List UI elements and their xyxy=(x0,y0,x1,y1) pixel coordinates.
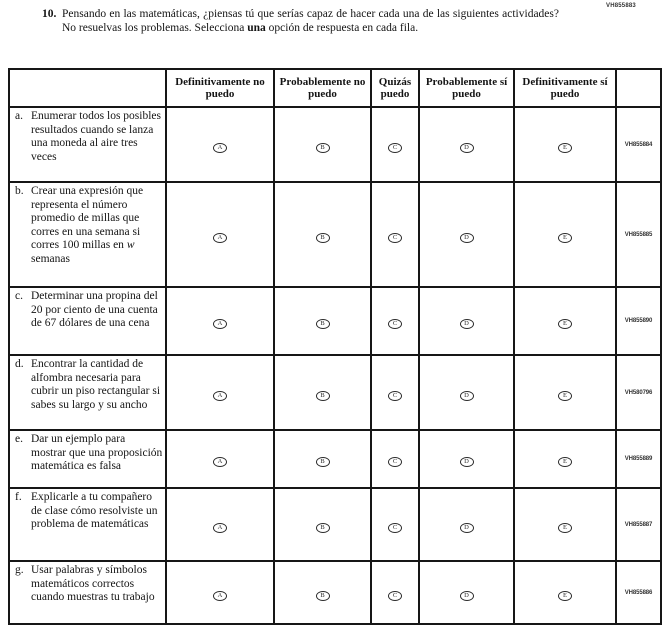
option-cell xyxy=(514,182,616,287)
option-cell xyxy=(371,287,419,355)
question-text-part2: opción de respuesta en cada fila. xyxy=(265,21,419,34)
option-bubble-d[interactable]: D xyxy=(460,457,474,467)
option-cell xyxy=(371,107,419,182)
row-letter: a. xyxy=(15,110,23,122)
option-cell xyxy=(166,488,274,561)
table-row xyxy=(9,107,661,182)
page-accession-code: VH855883 xyxy=(606,3,636,9)
option-bubble-a[interactable]: A xyxy=(213,143,227,153)
option-bubble-b[interactable]: B xyxy=(316,391,330,401)
option-cell xyxy=(274,182,371,287)
question-text-part1: Pensando en las matemáticas, ¿piensas tú que serías capaz de hacer cada una de las siguientes actividades? No resuelvas los problemas. Selecciona xyxy=(62,8,559,34)
option-bubble-b[interactable]: B xyxy=(316,319,330,329)
option-bubble-e[interactable]: E xyxy=(558,591,572,601)
option-bubble-e[interactable]: E xyxy=(558,143,572,153)
option-bubble-c[interactable]: C xyxy=(388,233,402,243)
option-bubble-e[interactable]: E xyxy=(558,319,572,329)
option-bubble-a[interactable]: A xyxy=(213,523,227,533)
option-bubble-d[interactable]: D xyxy=(460,319,474,329)
item-code: VH855884 xyxy=(616,107,661,182)
option-bubble-a[interactable]: A xyxy=(213,591,227,601)
option-bubble-e[interactable]: E xyxy=(558,457,572,467)
option-cell xyxy=(419,287,514,355)
item-code: VH580796 xyxy=(616,355,661,430)
item-code: VH855887 xyxy=(616,488,661,561)
response-table xyxy=(8,68,662,625)
option-cell xyxy=(419,107,514,182)
item-code: VH855885 xyxy=(616,182,661,287)
option-cell xyxy=(166,430,274,488)
option-cell xyxy=(371,561,419,624)
option-bubble-e[interactable]: E xyxy=(558,233,572,243)
option-bubble-c[interactable]: C xyxy=(388,523,402,533)
option-bubble-b[interactable]: B xyxy=(316,143,330,153)
option-cell xyxy=(274,561,371,624)
col-header-probablemente-si-puedo: Probablemente sí puedo xyxy=(419,69,514,107)
activity-text: Explicarle a tu compañero de clase cómo resolviste un problema de matemáticas xyxy=(31,491,158,530)
question-number: 10. xyxy=(42,8,57,20)
row-letter: c. xyxy=(15,290,23,302)
option-cell xyxy=(419,488,514,561)
option-bubble-a[interactable]: A xyxy=(213,319,227,329)
row-letter: f. xyxy=(15,491,22,503)
table-row xyxy=(9,430,661,488)
option-cell xyxy=(166,561,274,624)
option-cell xyxy=(371,182,419,287)
option-bubble-d[interactable]: D xyxy=(460,233,474,243)
table-row xyxy=(9,182,661,287)
option-cell xyxy=(274,107,371,182)
table-header-row xyxy=(9,69,661,107)
option-bubble-e[interactable]: E xyxy=(558,391,572,401)
option-cell xyxy=(274,355,371,430)
option-cell xyxy=(274,287,371,355)
option-cell xyxy=(514,488,616,561)
table-row xyxy=(9,355,661,430)
option-cell xyxy=(166,107,274,182)
option-bubble-d[interactable]: D xyxy=(460,523,474,533)
col-header-quizas-puedo: Quizás puedo xyxy=(371,69,419,107)
option-bubble-a[interactable]: A xyxy=(213,457,227,467)
activity-label-cell xyxy=(9,430,166,488)
col-header-definitivamente-si-puedo: Definitivamente sí puedo xyxy=(514,69,616,107)
col-header-probablemente-no-puedo: Probablemente no puedo xyxy=(274,69,371,107)
activity-label-cell xyxy=(9,287,166,355)
option-cell xyxy=(274,488,371,561)
activity-text: Enumerar todos los posibles resultados cuando se lanza una moneda al aire tres veces xyxy=(31,110,161,163)
empty-code-header-cell xyxy=(616,69,661,107)
option-bubble-d[interactable]: D xyxy=(460,591,474,601)
option-cell xyxy=(514,561,616,624)
activity-text: Encontrar la cantidad de alfombra necesaria para cubrir un piso rectangular si sabes su largo y su ancho xyxy=(31,358,161,411)
table-row xyxy=(9,287,661,355)
option-bubble-d[interactable]: D xyxy=(460,143,474,153)
option-bubble-b[interactable]: B xyxy=(316,591,330,601)
option-cell xyxy=(166,287,274,355)
row-letter: g. xyxy=(15,564,24,576)
option-cell xyxy=(419,430,514,488)
option-bubble-b[interactable]: B xyxy=(316,233,330,243)
option-cell xyxy=(371,430,419,488)
item-code: VH855890 xyxy=(616,287,661,355)
activity-text: Determinar una propina del 20 por ciento de una cuenta de 67 dólares de una cena xyxy=(31,290,158,329)
option-bubble-b[interactable]: B xyxy=(316,457,330,467)
option-cell xyxy=(419,561,514,624)
activity-text: Crear una expresión que representa el número promedio de millas que corres en una semana si corres 100 millas en w semanas xyxy=(31,185,144,265)
option-bubble-b[interactable]: B xyxy=(316,523,330,533)
option-cell xyxy=(514,107,616,182)
activity-label-cell xyxy=(9,355,166,430)
table-row xyxy=(9,561,661,624)
option-bubble-c[interactable]: C xyxy=(388,591,402,601)
option-bubble-c[interactable]: C xyxy=(388,319,402,329)
option-bubble-a[interactable]: A xyxy=(213,233,227,243)
question-text xyxy=(62,8,559,35)
row-letter: b. xyxy=(15,185,24,197)
table-body xyxy=(9,107,661,624)
option-bubble-e[interactable]: E xyxy=(558,523,572,533)
option-cell xyxy=(514,430,616,488)
row-letter: d. xyxy=(15,358,24,370)
option-cell xyxy=(371,355,419,430)
option-cell xyxy=(514,287,616,355)
option-cell xyxy=(166,355,274,430)
option-bubble-a[interactable]: A xyxy=(213,391,227,401)
question-block xyxy=(42,8,559,35)
option-cell xyxy=(166,182,274,287)
activity-text: Dar un ejemplo para mostrar que una proposición matemática es falsa xyxy=(31,433,163,472)
option-bubble-c[interactable]: C xyxy=(388,391,402,401)
activity-label-cell xyxy=(9,488,166,561)
activity-text: Usar palabras y símbolos matemáticos correctos cuando muestras tu trabajo xyxy=(31,564,155,603)
activity-label-cell xyxy=(9,107,166,182)
activity-label-cell xyxy=(9,182,166,287)
question-text-bold-word: una xyxy=(247,21,266,34)
empty-label-header-cell xyxy=(9,69,166,107)
item-code: VH855886 xyxy=(616,561,661,624)
table-row xyxy=(9,488,661,561)
option-cell xyxy=(419,182,514,287)
col-header-definitivamente-no-puedo: Definitivamente no puedo xyxy=(166,69,274,107)
option-cell xyxy=(419,355,514,430)
item-code: VH855889 xyxy=(616,430,661,488)
option-cell xyxy=(274,430,371,488)
option-bubble-c[interactable]: C xyxy=(388,457,402,467)
option-bubble-d[interactable]: D xyxy=(460,391,474,401)
row-letter: e. xyxy=(15,433,23,445)
option-bubble-c[interactable]: C xyxy=(388,143,402,153)
option-cell xyxy=(371,488,419,561)
option-cell xyxy=(514,355,616,430)
activity-label-cell xyxy=(9,561,166,624)
